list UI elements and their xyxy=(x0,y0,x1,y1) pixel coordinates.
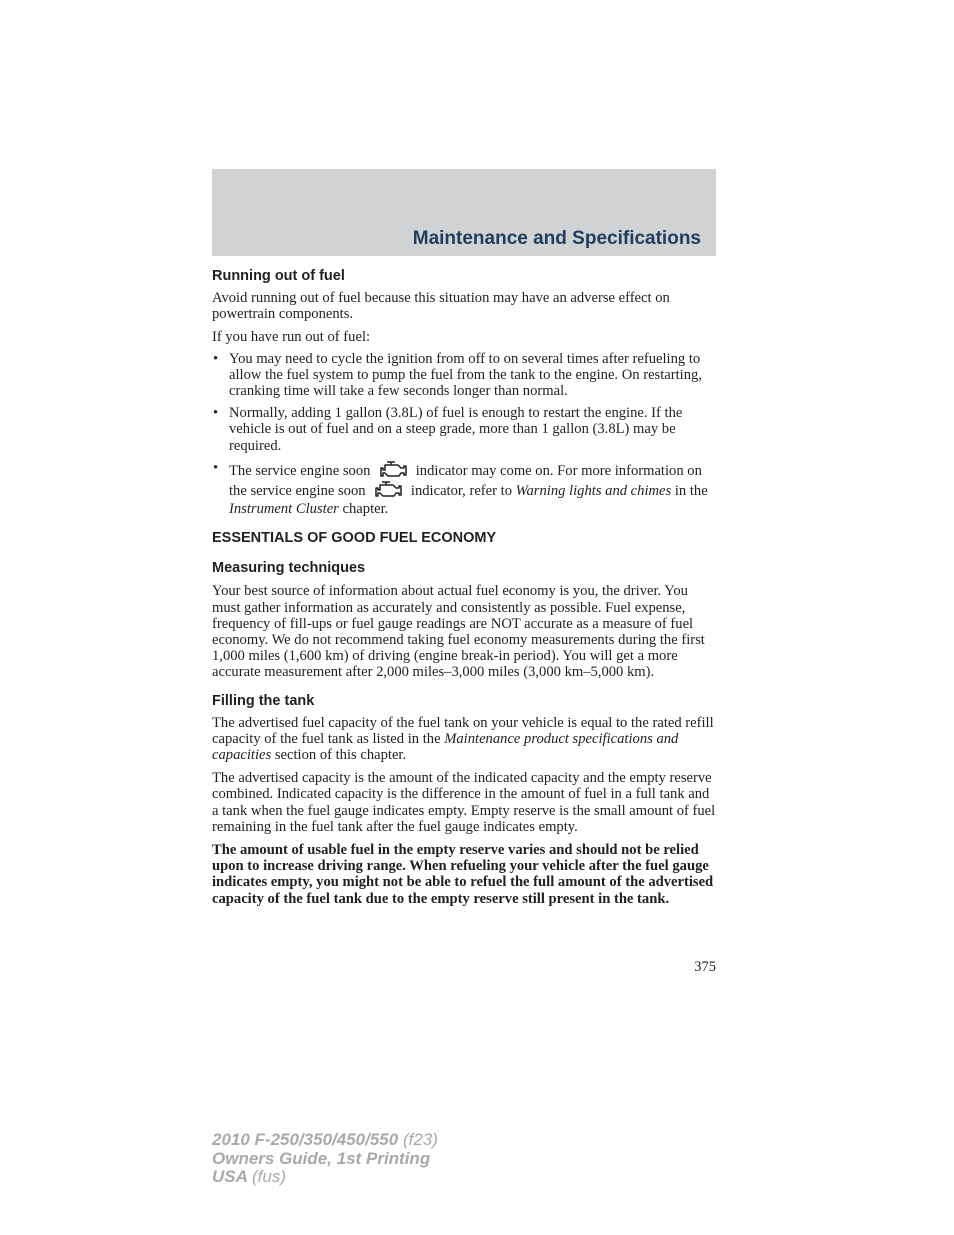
list-item-text: Normally, adding 1 gallon (3.8L) of fuel is enough to restart the engine. If the vehicle is out of fuel and on a steep grade, more than 1 gallon (3.8L) may be required. xyxy=(229,405,683,454)
list-item-text: in the xyxy=(674,483,708,500)
paragraph-filling-2: The advertised capacity is the amount of the indicated capacity and the empty reserve combined. Indicated capacity is the difference in the amount of fuel in a full tank and a tank when the fuel gauge indicates empty. Empty reserve is the small amount of fuel remaining in the fuel tank after the fuel gauge indicates empty. xyxy=(212,770,716,835)
footer-region-code: (fus) xyxy=(252,1167,286,1186)
list-item-text: chapter. xyxy=(342,500,389,517)
page-content xyxy=(212,267,716,907)
engine-icon xyxy=(378,460,408,480)
paragraph-text: section of this chapter. xyxy=(274,746,407,763)
heading-filling-the-tank: Filling the tank xyxy=(212,692,315,709)
section-header-band xyxy=(212,169,716,256)
paragraph-measuring: Your best source of information about actual fuel economy is you, the driver. You must gather information as accurately and consistently as possible. Fuel expense, frequency of fill-ups or fuel gauge readings are NOT accurate as a measure of fuel economy. We do not recommend taking fuel economy measurements during the first 1,000 miles (1,600 km) of driving (engine break-in period). You will get a more accurate measurement after 2,000 miles–3,000 miles (3,000 km–5,000 km). xyxy=(212,583,705,681)
bullet-glyph: • xyxy=(213,459,219,476)
section-title: Maintenance and Specifications xyxy=(412,228,701,249)
paragraph-text: The advertised fuel capacity of the fuel tank on your vehicle is equal to the rated refill capacity of the fuel tank as listed in the xyxy=(212,714,714,747)
running-out-list xyxy=(212,351,716,519)
footer-line-3 xyxy=(212,1168,438,1187)
list-item-text: indicator may come on. For more information on the service engine soon xyxy=(229,462,702,500)
footer-model: 2010 F-250/350/450/550 xyxy=(212,1130,399,1149)
list-item xyxy=(212,460,716,519)
list-item xyxy=(212,405,716,454)
reference-warning-lights: Warning lights and chimes xyxy=(515,483,672,500)
paragraph-filling-warning: The amount of usable fuel in the empty reserve varies and should not be relied upon to increase driving range. When refueling your vehicle after the fuel gauge indicates empty, you might not be able to refuel the full amount of the advertised capacity of the fuel tank due to the empty reserve still present in the tank. xyxy=(212,841,714,907)
list-item-text: You may need to cycle the ignition from off to on several times after refueling to allow the fuel system to pump the fuel from the tank to the engine. On restarting, cranking time will take a few seconds longer than normal. xyxy=(229,350,702,400)
footer-region: USA xyxy=(212,1167,248,1186)
list-item xyxy=(212,351,716,400)
heading-running-out-of-fuel: Running out of fuel xyxy=(212,268,345,284)
bullet-glyph: • xyxy=(213,350,219,367)
footer-line-1 xyxy=(212,1131,438,1150)
page-number: 375 xyxy=(694,959,716,975)
footer-print-info xyxy=(212,1131,438,1187)
paragraph-running-out-1: Avoid running out of fuel because this situation may have an adverse effect on powertrain components. xyxy=(212,290,670,323)
paragraph-filling-1 xyxy=(212,715,716,764)
reference-instrument-cluster: Instrument Cluster xyxy=(229,500,339,517)
footer-model-code: (f23) xyxy=(402,1130,438,1149)
bullet-glyph: • xyxy=(213,405,219,422)
footer-line-2: Owners Guide, 1st Printing xyxy=(212,1148,431,1168)
list-item-text: indicator, refer to xyxy=(410,483,513,500)
engine-icon xyxy=(373,480,403,500)
reference-maintenance-specs: Maintenance product specifications and capacities xyxy=(212,730,679,763)
heading-essentials: ESSENTIALS OF GOOD FUEL ECONOMY xyxy=(212,530,497,547)
paragraph-running-out-2: If you have run out of fuel: xyxy=(212,329,371,346)
list-item-text: The service engine soon xyxy=(229,462,371,479)
heading-measuring-techniques: Measuring techniques xyxy=(212,560,366,577)
